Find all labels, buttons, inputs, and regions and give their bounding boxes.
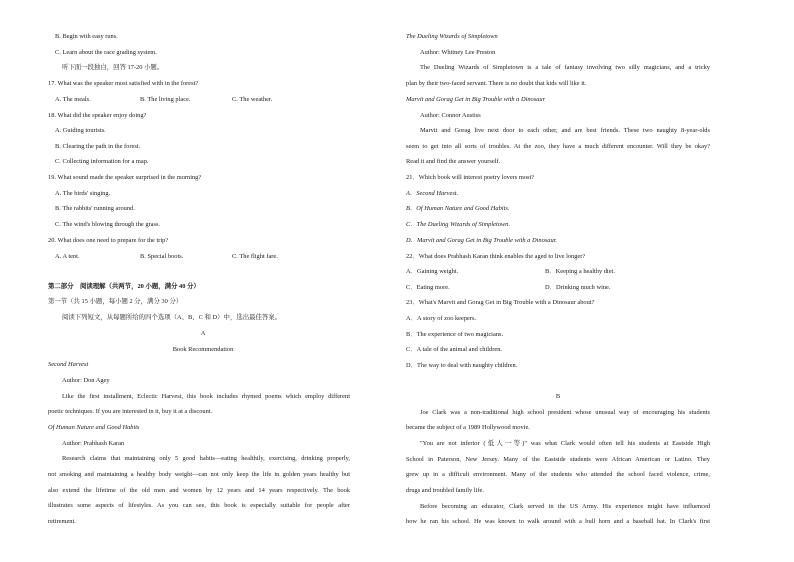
paragraph-line: Like the first installment, Eclectic Harvest, this book includes rhymed poems which employ different <box>62 393 350 400</box>
part-heading: 第二部分 阅读理解（共两节，20 小题，满分 40 分） <box>48 283 200 290</box>
option-c: C. The wind's blowing through the grass. <box>55 221 161 228</box>
option-b: B．Of Human Nature and Good Habits. <box>406 205 510 212</box>
book-title: Of Human Nature and Good Habits <box>48 424 140 431</box>
paragraph-line: "You are not inferior (低人一等)" was what Clark would often tell his students at Eastside High <box>420 440 710 447</box>
section-instruction: 听下面一段独白，回答 17-20 小题。 <box>62 64 164 71</box>
paragraph-line: Marvit and Gorag live next door to each other, and are best friends. These two naughty 8-year-olds <box>420 127 710 134</box>
question-18: 18. What did the speaker enjoy doing? <box>48 112 147 119</box>
book-author: Author: Whitney Lee Preston <box>420 49 496 56</box>
question-17: 17. What was the speaker most satisfied with in the forest? <box>48 80 199 87</box>
passage-label: B <box>555 393 561 400</box>
option-a: A. A tent. <box>55 253 80 260</box>
option-c: C. The flight fare. <box>232 253 278 260</box>
paragraph-line: became the subject of a 1989 Hollywood movie. <box>406 424 530 431</box>
option-b: B. The rabbits' running around. <box>55 205 135 212</box>
book-title: Marvit and Gorag Get in Big Trouble with a Dinosaur <box>406 96 546 103</box>
question-22: 22．What does Prabhash Karan think enables the aged to live longer? <box>406 253 586 260</box>
book-author: Author: Connor Austiss <box>420 112 481 119</box>
option-b: B. Clearing the path in the forest. <box>55 143 141 150</box>
paragraph-line: plan by their two-faced servant. There is no doubt that kids will like it. <box>406 80 587 87</box>
paragraph-line: drugs and troubled family life. <box>406 487 484 494</box>
option-b: B. Special boots. <box>140 253 184 260</box>
paragraph-line: how he ran his school. He was known to walk around with a bull horn and a baseball bat. In Clark's first <box>406 518 710 525</box>
reading-instruction: 阅读下列短文，从每题所给的四个选项（A、B、C 和 D）中，选出最佳答案。 <box>62 314 282 321</box>
question-20: 20. What does one need to prepare for the trip? <box>48 237 169 244</box>
option-a: A．A story of zoo keepers. <box>406 315 477 322</box>
book-title: Second Harvest <box>48 361 89 368</box>
paragraph-line: Before becoming an educator, Clark served in the US Army. His experience might have influenced <box>420 503 710 510</box>
passage-heading: Book Recommendation <box>172 346 234 353</box>
section-heading: 第一节（共 15 小题，每小题 2 分，满分 30 分） <box>48 298 183 305</box>
option-b: B. The living place. <box>140 96 191 103</box>
book-author: Author: Don Agey <box>62 377 110 384</box>
question-23: 23．What's Marvit and Gorag Get in Big Trouble with a Dinosaur about? <box>406 299 595 306</box>
option-d: D．Drinking much wine. <box>545 284 611 291</box>
option-d: D．Marvit and Gorag Get in Big Trouble with a Dinosaur. <box>406 237 558 244</box>
option-d: D．The way to deal with naughty children. <box>406 362 518 369</box>
paragraph-line: retirement. <box>48 518 76 525</box>
book-title: The Dueling Wizards of Simpletown <box>406 33 498 40</box>
paragraph-line: Read it and find the answer yourself. <box>406 158 501 165</box>
option-c: C．The Dueling Wizards of Simpletown. <box>406 221 510 228</box>
question-19: 19. What sound made the speaker surprised in the morning? <box>48 174 202 181</box>
option-a: A. Guiding tourists. <box>55 127 106 134</box>
paragraph-line: School in Paterson, New Jersey. Many of the Eastside students were African American or Latino. They <box>406 456 710 463</box>
option-a: A．Second Harvest. <box>406 190 459 197</box>
book-author: Author: Prabhash Karan <box>62 440 125 447</box>
option-a: A. The meals. <box>55 96 91 103</box>
option-b: B．Keeping a healthy diet. <box>545 268 615 275</box>
option-c: C．A tale of the animal and children. <box>406 346 503 353</box>
option-a: A. The birds' singing. <box>55 190 111 197</box>
option-line: B. Begin with easy runs. <box>55 33 118 40</box>
paragraph-line: not smoking and maintaining a healthy body weight—can not only keep the life in golden years healthy but <box>48 471 350 478</box>
passage-label: A <box>200 330 206 337</box>
paragraph-line: illustrates some aspects of lifestyles. As you can see, this book is especially suitable for people after <box>48 502 350 509</box>
paragraph-line: grew up in a difficult environment. Many of the students who attended the school faced violence, crime, <box>406 471 710 478</box>
paragraph-line: Research claims that maintaining only 5 good habits—eating healthily, exercising, drinking properly, <box>62 455 350 462</box>
option-line: C. Learn about the race grading system. <box>55 49 157 56</box>
option-a: A．Gaining weight. <box>406 268 459 275</box>
paragraph-line: also extend the lifetime of the old men and women by 12 years and 14 years respectively. The book <box>48 487 350 494</box>
paragraph-line: poetic techniques. If you are interested in it, buy it at a discount. <box>48 408 213 415</box>
question-21: 21．Which book will interest poetry lovers most? <box>406 174 535 181</box>
paragraph-line: The Dueling Wizards of Simpletown is a tale of fantasy involving two silly magicians, and a tricky <box>420 64 710 71</box>
paragraph-line: Joe Clark was a non-traditional high school president whose unusual way of encouraging his students <box>420 409 710 416</box>
option-c: C. The weather. <box>232 96 273 103</box>
option-c: C．Eating more. <box>406 284 450 291</box>
option-c: C. Collecting information for a map. <box>55 158 149 165</box>
paragraph-line: seem to get into all sorts of troubles. At the zoo, they have a much different encounter. Will they be okay? <box>406 143 710 150</box>
option-b: B．The experience of two magicians. <box>406 331 504 338</box>
